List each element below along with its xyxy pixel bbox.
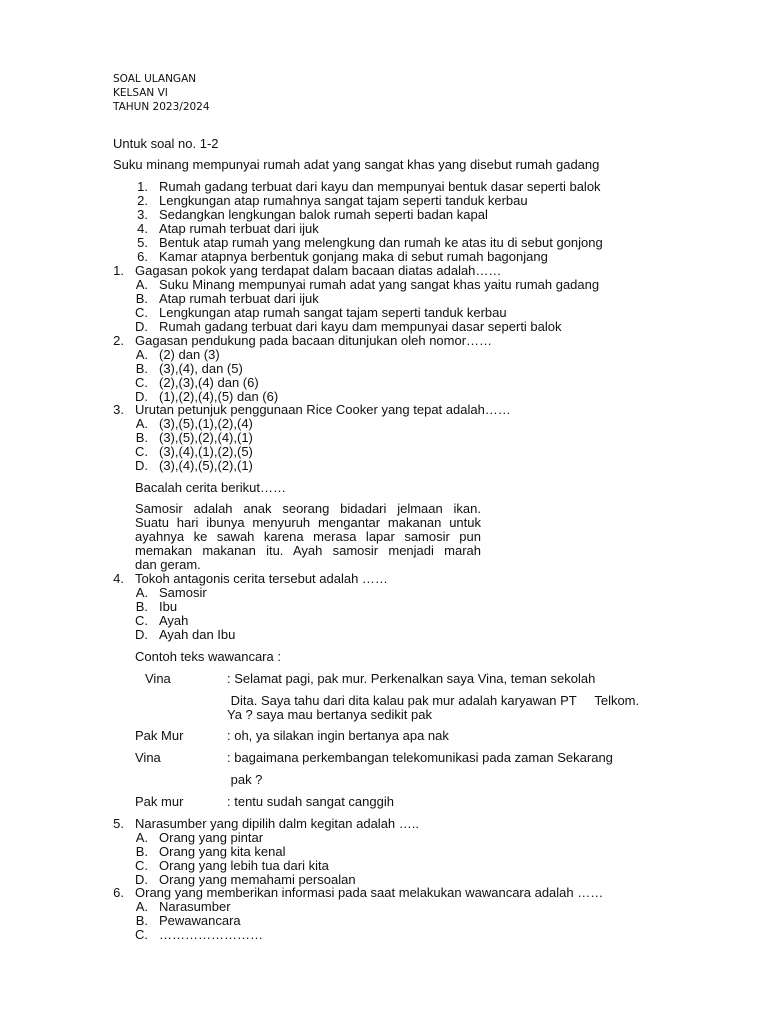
option-text: Lengkungan atap rumah sangat tajam seperti tanduk kerbau — [159, 305, 507, 320]
interview-line: Dita. Saya tahu dari dita kalau pak mur adalah karyawan PT Telkom. — [227, 693, 640, 708]
option-letter: C. — [135, 858, 148, 873]
interview-line: Ya ? saya mau bertanya sedikit pak — [227, 707, 432, 722]
interview-speaker: Pak Mur — [135, 728, 184, 743]
question-number: 1. — [113, 263, 124, 278]
option-letter: B. — [135, 844, 148, 859]
option-text: Rumah gadang terbuat dari kayu dam mempunyai dasar seperti balok — [159, 319, 562, 334]
option-letter: A. — [135, 830, 148, 845]
option-text: (3),(4), dan (5) — [159, 361, 243, 376]
option-letter: D. — [135, 389, 148, 404]
story-line: dan geram. — [135, 557, 201, 572]
option-text: Ayah dan Ibu — [159, 627, 236, 642]
option-text: Orang yang pintar — [159, 830, 264, 845]
option-text: Orang yang kita kenal — [159, 844, 286, 859]
option-letter: B. — [135, 430, 148, 445]
interview-speaker: Pak mur — [135, 794, 184, 809]
sentence-number: 1. — [137, 179, 148, 194]
story-line: memakan makanan itu. Ayah samosir menjadi marah — [135, 543, 481, 558]
header-class: KELSAN VI — [113, 87, 168, 99]
option-text: (3),(4),(5),(2),(1) — [159, 458, 253, 473]
option-letter: D. — [135, 458, 148, 473]
option-text: Ayah — [159, 613, 189, 628]
option-letter: C. — [135, 305, 148, 320]
option-text: Atap rumah terbuat dari ijuk — [159, 291, 319, 306]
sentence-number: 2. — [137, 193, 148, 208]
sentence-text: Rumah gadang terbuat dari kayu dan mempunyai bentuk dasar seperti balok — [159, 179, 601, 194]
option-letter: D. — [135, 319, 148, 334]
story-line: Suatu hari ibunya menyuruh mengantar makanan untuk — [135, 515, 481, 530]
sentence-number: 3. — [137, 207, 148, 222]
option-text: Pewawancara — [159, 913, 241, 928]
sentence-text: Bentuk atap rumah yang melengkung dan rumah ke atas itu di sebut gonjong — [159, 235, 603, 250]
story-label: Bacalah cerita berikut…… — [135, 480, 287, 495]
option-text: Samosir — [159, 585, 207, 600]
option-text: …………………… — [159, 927, 263, 942]
header-year: TAHUN 2023/2024 — [113, 101, 210, 113]
interview-speaker: Vina — [145, 671, 171, 686]
question-number: 6. — [113, 885, 124, 900]
option-letter: A. — [135, 585, 148, 600]
option-letter: D. — [135, 627, 148, 642]
header-title: SOAL ULANGAN — [113, 73, 197, 85]
option-text: (3),(5),(1),(2),(4) — [159, 416, 253, 431]
question-text: Urutan petunjuk penggunaan Rice Cooker yang tepat adalah…… — [135, 402, 511, 417]
sentence-text: Kamar atapnya berbentuk gonjang maka di sebut rumah bagonjang — [159, 249, 548, 264]
interview-line: : bagaimana perkembangan telekomunikasi pada zaman Sekarang — [227, 750, 613, 765]
option-text: Narasumber — [159, 899, 231, 914]
question-text: Gagasan pendukung pada bacaan ditunjukan oleh nomor…… — [135, 333, 493, 348]
passage-title: Suku minang mempunyai rumah adat yang sangat khas yang disebut rumah gadang — [113, 157, 600, 172]
option-letter: A. — [135, 899, 148, 914]
sentence-text: Lengkungan atap rumahnya sangat tajam seperti tanduk kerbau — [159, 193, 528, 208]
question-number: 4. — [113, 571, 124, 586]
option-letter: A. — [135, 277, 148, 292]
question-text: Tokoh antagonis cerita tersebut adalah …… — [135, 571, 388, 586]
option-letter: B. — [135, 361, 148, 376]
question-text: Orang yang memberikan informasi pada saat melakukan wawancara adalah …… — [135, 885, 604, 900]
option-letter: C. — [135, 444, 148, 459]
option-text: (2) dan (3) — [159, 347, 220, 362]
question-text: Gagasan pokok yang terdapat dalam bacaan diatas adalah…… — [135, 263, 502, 278]
intro-label: Untuk soal no. 1-2 — [113, 136, 219, 151]
question-number: 3. — [113, 402, 124, 417]
sentence-text: Atap rumah terbuat dari ijuk — [159, 221, 319, 236]
sentence-number: 6. — [137, 249, 148, 264]
story-passage — [135, 502, 481, 572]
option-letter: D. — [135, 872, 148, 887]
sentence-text: Sedangkan lengkungan balok rumah seperti badan kapal — [159, 207, 488, 222]
option-letter: B. — [135, 599, 148, 614]
interview-line: : tentu sudah sangat canggih — [227, 794, 394, 809]
option-text: (2),(3),(4) dan (6) — [159, 375, 259, 390]
question-text: Narasumber yang dipilih dalm kegitan adalah ….. — [135, 816, 419, 831]
option-letter: C. — [135, 613, 148, 628]
option-letter: A. — [135, 416, 148, 431]
story-line: Samosir adalah anak seorang bidadari jelmaan ikan. — [135, 501, 481, 516]
interview-label: Contoh teks wawancara : — [135, 649, 281, 664]
option-text: Orang yang memahami persoalan — [159, 872, 356, 887]
option-letter: A. — [135, 347, 148, 362]
option-text: (1),(2),(4),(5) dan (6) — [159, 389, 279, 404]
interview-speaker: Vina — [135, 750, 161, 765]
sentence-number: 4. — [137, 221, 148, 236]
sentence-number: 5. — [137, 235, 148, 250]
option-text: Orang yang lebih tua dari kita — [159, 858, 329, 873]
interview-line: : oh, ya silakan ingin bertanya apa nak — [227, 728, 449, 743]
option-text: Suku Minang mempunyai rumah adat yang sangat khas yaitu rumah gadang — [159, 277, 600, 292]
option-text: (3),(4),(1),(2),(5) — [159, 444, 253, 459]
question-number: 2. — [113, 333, 124, 348]
option-text: Ibu — [159, 599, 178, 614]
option-letter: C. — [135, 927, 148, 942]
interview-line: pak ? — [227, 772, 263, 787]
option-letter: B. — [135, 291, 148, 306]
interview-line: : Selamat pagi, pak mur. Perkenalkan saya Vina, teman sekolah — [227, 671, 596, 686]
option-text: (3),(5),(2),(4),(1) — [159, 430, 253, 445]
question-number: 5. — [113, 816, 124, 831]
option-letter: C. — [135, 375, 148, 390]
story-line: ayahnya ke sawah karena merasa lapar samosir pun — [135, 529, 481, 544]
option-letter: B. — [135, 913, 148, 928]
